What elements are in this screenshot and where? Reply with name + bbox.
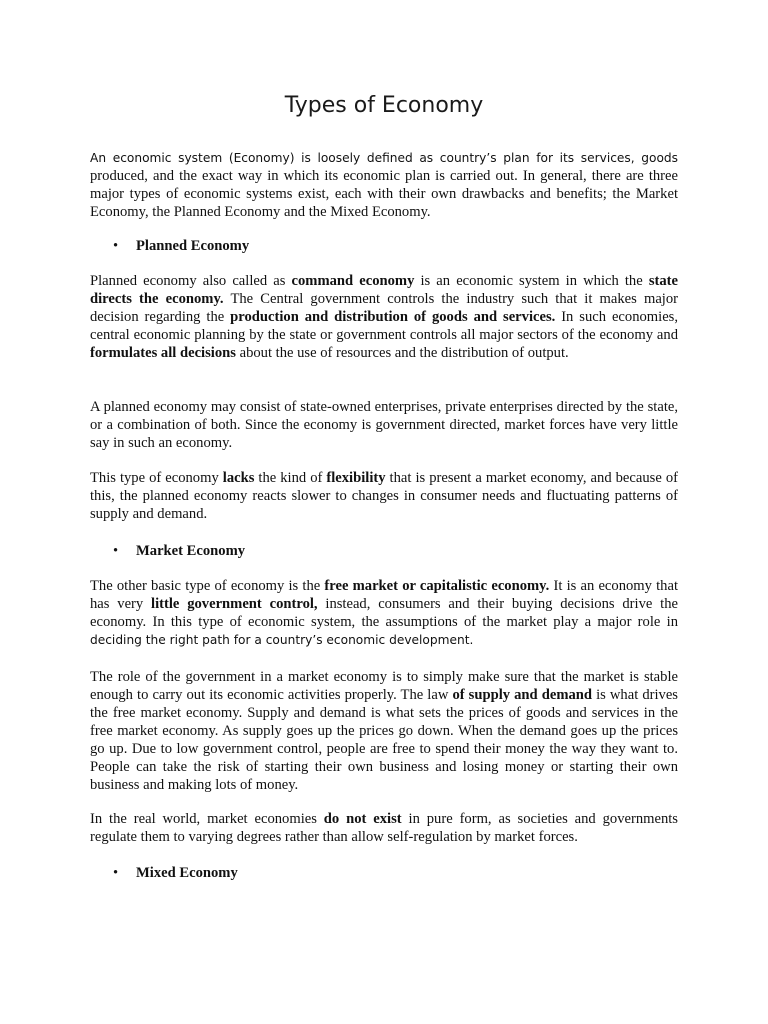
bold-run: do not exist [323, 811, 402, 827]
bold-run: state directs the economy. [90, 273, 678, 307]
bullet-dot: • [113, 543, 119, 559]
text-run: The Central government controls the industry such that it makes major decision regarding the [90, 291, 679, 325]
bold-run: command economy [291, 273, 415, 289]
bold-run: production and distribution of goods and services. [230, 309, 556, 325]
text-run: the kind of [254, 470, 327, 486]
text-run: The role of the government in a market economy is to simply make sure that the market is stable enough to carry out its economic activities properly. The law [90, 669, 678, 703]
market-economy-heading: Market Economy [136, 543, 246, 559]
text-run: about the use of resources and the distribution of output. [235, 345, 569, 361]
text-run: It is an economy that has very [90, 578, 679, 612]
bold-run: formulates all decisions [90, 345, 236, 361]
text-run: is an economic system in which the [414, 273, 649, 289]
planned-economy-heading: Planned Economy [136, 238, 250, 254]
text-run: instead, consumers and their buying decisions drive the economy. In this type of economic system, the assumptions of the market play a major role in [90, 596, 679, 630]
bold-run: free market or capitalistic economy. [324, 578, 550, 594]
text-run: Planned economy also called as [90, 273, 292, 289]
text-run-sans: deciding the right path for a country’s economic development. [90, 633, 474, 647]
market-paragraph-1 [90, 577, 678, 649]
market-paragraph-2 [90, 668, 678, 794]
text-run: In the real world, market economies [90, 811, 324, 827]
text-run: that is present a market economy, and because of this, the planned economy reacts slower to changes in consumer needs and fluctuating patterns of supply and demand. [90, 470, 678, 522]
text-run: is what drives the free market economy. Supply and demand is what sets the prices of goods and services in the free market economy. As supply goes up the prices go down. When the demand goes up the prices go up. Due to low government control, people are free to spend their money the way they want to. People can take the risk of starting their own business and losing money or starting their own business and making lots of money. [90, 687, 678, 793]
planned-paragraph-3 [90, 469, 678, 523]
planned-paragraph-1 [90, 272, 678, 362]
bullet-dot: • [113, 238, 119, 254]
text-run: The other basic type of economy is the [90, 578, 325, 594]
bold-run: lacks [222, 470, 255, 486]
intro-text: produced, and the exact way in which its economic plan is carried out. In general, there are three major types of economic systems exist, each with their own drawbacks and benefits; the Market Economy, the Planned Economy and the Mixed Economy. [90, 168, 678, 220]
bold-run: little government control, [151, 596, 318, 612]
bullet-dot: • [113, 865, 119, 881]
document-title: Types of Economy [284, 93, 484, 118]
text-run: In such economies, central economic planning by the state or government controls all major sectors of the economy and [90, 309, 678, 343]
text-run: This type of economy [90, 470, 223, 486]
bullet-market-economy [113, 542, 245, 560]
bullet-mixed-economy [113, 864, 238, 882]
bold-run: flexibility [326, 470, 386, 486]
text-run: in pure form, as societies and governments regulate them to varying degrees rather than allow self-regulation by market forces. [90, 811, 678, 845]
bullet-planned-economy [113, 237, 249, 255]
bold-run: of supply and demand [452, 687, 593, 703]
intro-text-sans: An economic system (Economy) is loosely defined as country’s plan for its services, goods [90, 151, 678, 165]
planned-paragraph-2: A planned economy may consist of state-owned enterprises, private enterprises directed by the state, or a combination of both. Since the economy is government directed, market forces have very little say in such an economy. [90, 399, 678, 451]
market-paragraph-3 [90, 810, 678, 846]
mixed-economy-heading: Mixed Economy [136, 865, 238, 881]
intro-paragraph [90, 149, 678, 221]
